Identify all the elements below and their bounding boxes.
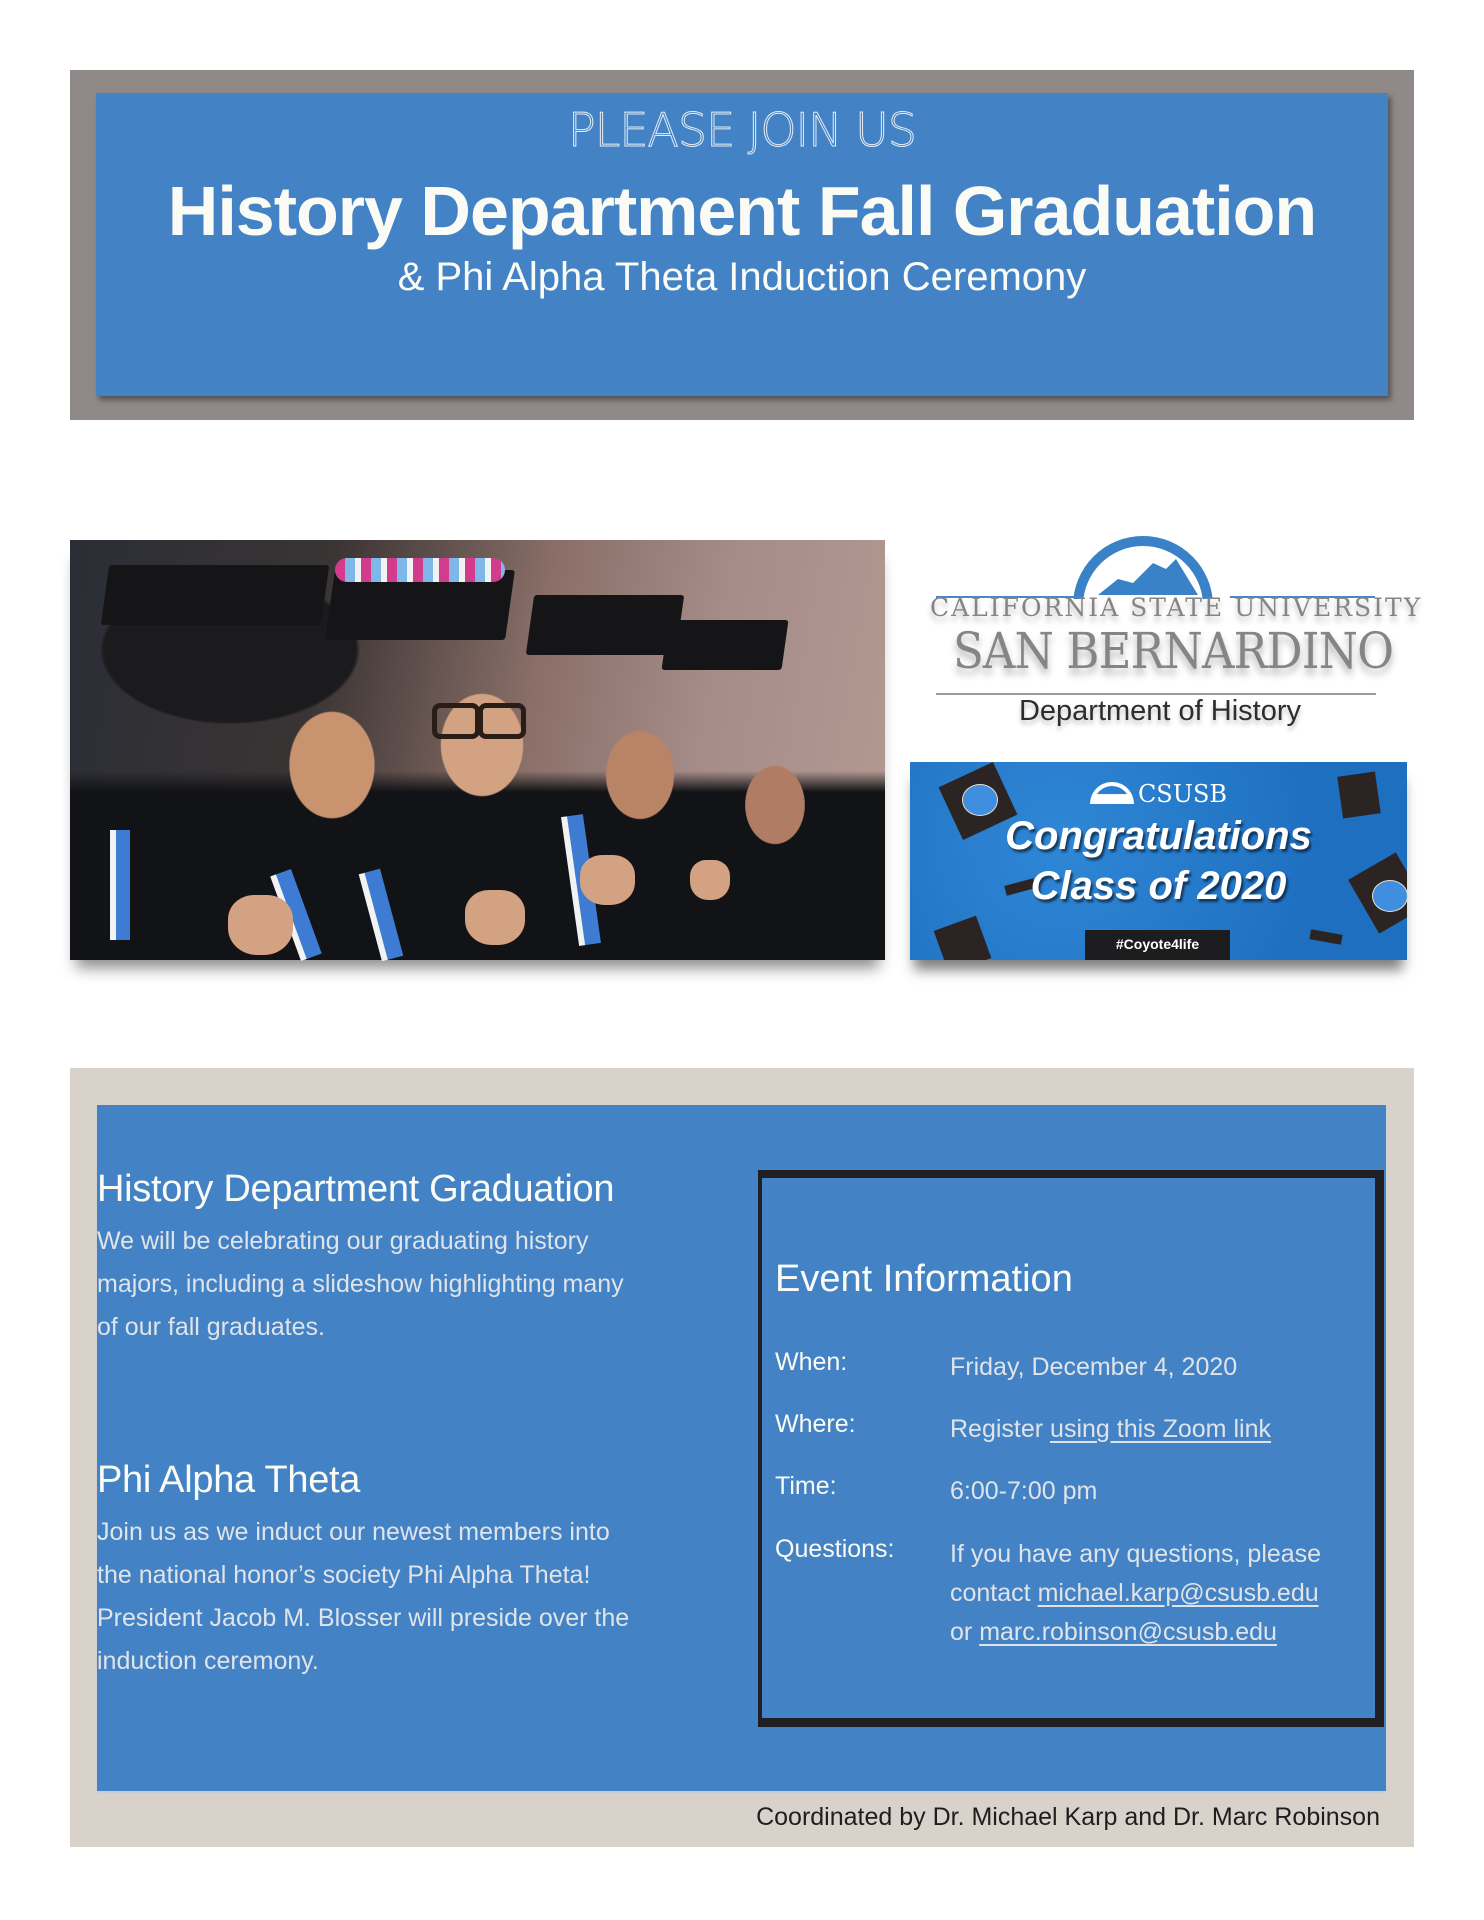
where-label: Where: [775, 1410, 856, 1438]
coordinator-credit: Coordinated by Dr. Michael Karp and Dr. Marc Robinson [756, 1803, 1380, 1831]
email-link-karp[interactable]: michael.karp@csusb.edu [1037, 1579, 1319, 1607]
csusb-arc-icon [1090, 782, 1134, 804]
info-panel [97, 1105, 1386, 1791]
page-subtitle: & Phi Alpha Theta Induction Ceremony [397, 255, 1087, 299]
hand-sign [228, 895, 293, 955]
body-line: induction ceremony. [97, 1647, 319, 1675]
body-line: We will be celebrating our graduating history [97, 1227, 589, 1255]
hand-sign [690, 860, 730, 900]
cap-shape [661, 620, 788, 670]
body-line: majors, including a slideshow highlighting many [97, 1270, 624, 1298]
header-frame [70, 70, 1414, 420]
email-link-robinson[interactable]: marc.robinson@csusb.edu [979, 1618, 1277, 1646]
csusb-logo [930, 530, 1423, 735]
questions-label: Questions: [775, 1535, 895, 1563]
cap-shape [526, 595, 684, 655]
glasses-shape [478, 703, 526, 739]
event-info-title: Event Information [775, 1258, 1073, 1300]
banner-brand-text: CSUSB [1137, 780, 1228, 808]
contact-prefix: contact [950, 1579, 1038, 1607]
header-panel [96, 93, 1388, 396]
hand-sign [580, 855, 635, 905]
time-label: Time: [775, 1472, 837, 1500]
hand-sign [465, 890, 525, 945]
congratulations-banner [910, 762, 1407, 960]
page-title: History Department Fall Graduation [167, 172, 1317, 250]
or-prefix: or [950, 1618, 980, 1646]
grad-cap-icon [1309, 929, 1342, 944]
time-value: 6:00-7:00 pm [950, 1477, 1098, 1505]
where-value [950, 1410, 1271, 1449]
section-body-graduation [97, 1220, 624, 1349]
zoom-link[interactable]: using this Zoom link [1050, 1415, 1271, 1443]
section-title-graduation: History Department Graduation [97, 1168, 615, 1210]
section-title-phi-alpha-theta: Phi Alpha Theta [97, 1459, 361, 1501]
questions-line [950, 1613, 1321, 1652]
glasses-shape [432, 703, 480, 739]
banner-headline: Congratulations [1005, 814, 1312, 858]
stole-shape [359, 869, 404, 962]
body-line: of our fall graduates. [97, 1313, 325, 1341]
stole-shape [110, 830, 130, 940]
info-frame [70, 1068, 1414, 1847]
section-body-phi-alpha-theta [97, 1511, 629, 1683]
questions-value [950, 1535, 1321, 1652]
logo-department: Department of History [1018, 695, 1302, 727]
when-label: When: [775, 1348, 848, 1376]
graduates-photo [70, 540, 885, 960]
banner-class-year: Class of 2020 [1030, 864, 1287, 908]
cap-shape [101, 565, 329, 625]
event-info-box [758, 1170, 1384, 1727]
banner-brand [910, 780, 1407, 808]
grad-cap-icon [934, 916, 992, 960]
when-value: Friday, December 4, 2020 [950, 1353, 1238, 1381]
flower-lei [335, 558, 505, 582]
body-line: President Jacob M. Blosser will preside over the [97, 1604, 630, 1632]
logo-university-name: CALIFORNIA STATE UNIVERSITY [930, 593, 1423, 622]
logo-campus-name: SAN BERNARDINO [953, 622, 1394, 680]
body-line: the national honor’s society Phi Alpha Theta! [97, 1561, 591, 1589]
questions-line: If you have any questions, please [950, 1540, 1322, 1568]
body-line: Join us as we induct our newest members into [97, 1518, 610, 1546]
hashtag-badge: #Coyote4life [1085, 930, 1230, 960]
where-prefix: Register [950, 1415, 1051, 1443]
questions-line [950, 1574, 1321, 1613]
pre-title: PLEASE JOIN US [567, 103, 917, 157]
